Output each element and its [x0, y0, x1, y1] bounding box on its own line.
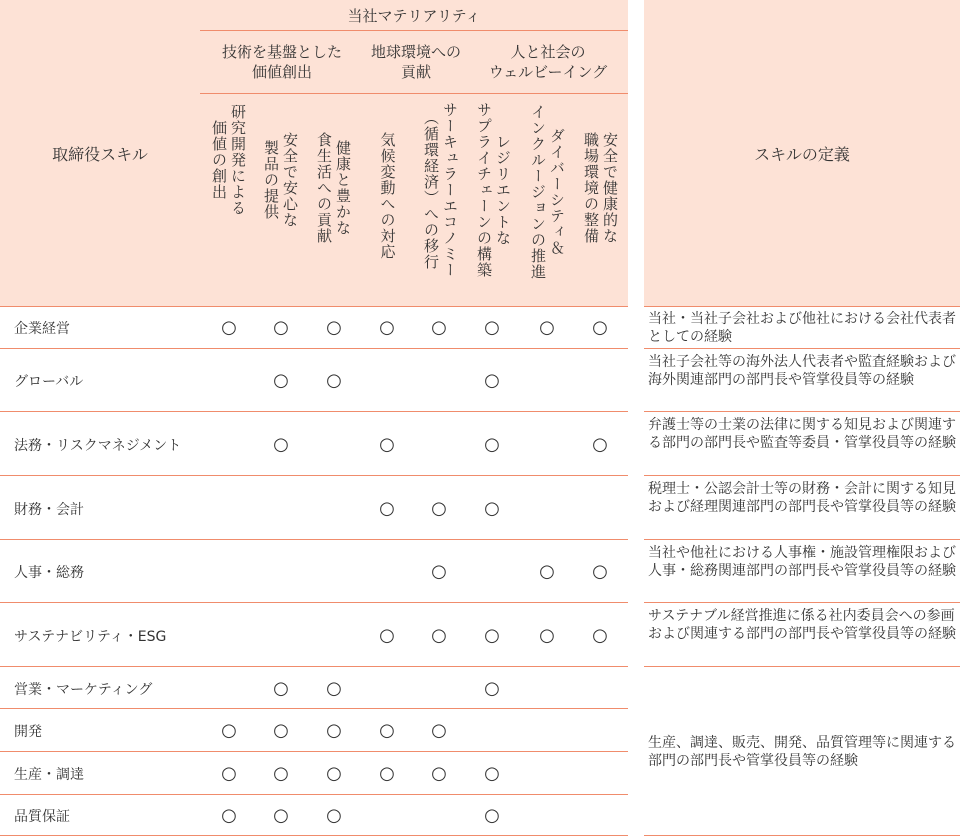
skill-label: 法務・リスクマネジメント	[14, 437, 182, 454]
skill-definition: 当社子会社等の海外法人代表者や監査経験および海外関連部門の部門長や管掌役員等の経験	[648, 354, 956, 388]
group-technology: 技術を基盤とした 価値創出	[221, 43, 342, 81]
col-header-healthy-diet: 健康と豊かな 食生活への貢献	[315, 132, 352, 244]
materiality-mark: ○	[431, 497, 447, 519]
skill-definition: 当社や他社における人事権・施設管理権限および人事・総務関連部門の部門長や管掌役員等の経験	[648, 545, 956, 579]
materiality-mark: ○	[326, 805, 342, 826]
materiality-mark: ○	[592, 561, 608, 582]
col-header-diversity: ダイバーシティ＆ インクルージョンの推進	[529, 104, 566, 280]
materiality-mark: ○	[326, 370, 342, 391]
definition-row-divider	[644, 411, 960, 412]
materiality-mark: ○	[221, 805, 237, 826]
materiality-mark: ○	[484, 805, 500, 826]
definition-row-divider	[644, 602, 960, 603]
materiality-mark: ○	[592, 433, 608, 455]
materiality-mark: ○	[326, 317, 342, 338]
col-header-circular: サーキュラーエコノミー （循環経済）への移行	[422, 102, 459, 278]
row-divider	[0, 411, 628, 412]
materiality-mark: ○	[273, 805, 289, 826]
col-header-rd: 研究開発による 価値の創出	[210, 104, 247, 216]
row-divider	[0, 602, 628, 603]
shared-skill-definition: 生産、調達、販売、開発、品質管理等に関連する部門の部門長や管掌役員等の経験	[648, 734, 956, 769]
materiality-mark: ○	[379, 624, 395, 646]
skill-label: グローバル	[14, 374, 84, 390]
materiality-mark: ○	[379, 497, 395, 519]
skill-label: 生産・調達	[14, 767, 84, 783]
materiality-mark: ○	[379, 433, 395, 455]
skill-definition: サステナブル経営推進に係る社内委員会への参画および関連する部門の部門長や管掌役員等の経験	[648, 608, 956, 642]
row-divider	[0, 708, 628, 709]
materiality-mark: ○	[221, 317, 237, 338]
materiality-mark: ○	[326, 763, 342, 784]
skill-column-header: 取締役スキル	[52, 144, 148, 164]
col-header-workplace: 安全で健康的な 職場環境の整備	[582, 132, 619, 244]
col-header-climate: 気候変動への対応	[378, 132, 397, 260]
materiality-mark: ○	[273, 720, 289, 741]
row-divider	[0, 751, 628, 752]
materiality-mark: ○	[539, 624, 555, 646]
definition-row-divider	[644, 475, 960, 476]
materiality-mark: ○	[431, 317, 447, 338]
materiality-mark: ○	[273, 677, 289, 699]
group-people-society: 人と社会の ウェルビーイング	[488, 43, 608, 81]
materiality-mark: ○	[273, 317, 289, 338]
materiality-mark: ○	[484, 763, 500, 784]
materiality-mark: ○	[379, 763, 395, 784]
definition-column-header: スキルの定義	[754, 144, 850, 164]
col-header-supply-chain: レジリエントな サプライチェーンの構築	[475, 102, 512, 278]
row-divider	[0, 539, 628, 540]
definition-row-divider	[644, 348, 960, 349]
definition-row-divider	[644, 539, 960, 540]
materiality-mark: ○	[484, 317, 500, 338]
materiality-mark: ○	[484, 497, 500, 519]
materiality-title: 当社マテリアリティ	[347, 6, 481, 25]
materiality-mark: ○	[273, 433, 289, 455]
materiality-mark: ○	[484, 677, 500, 699]
skill-label: 営業・マーケティング	[14, 681, 153, 698]
materiality-mark: ○	[431, 720, 447, 741]
materiality-mark: ○	[431, 624, 447, 646]
materiality-mark: ○	[431, 763, 447, 784]
group-environment: 地球環境への 貢献	[370, 43, 461, 81]
materiality-mark: ○	[592, 317, 608, 338]
skill-label: 品質保証	[14, 809, 70, 825]
skill-label: サステナビリティ・ESG	[14, 628, 167, 645]
row-divider	[0, 475, 628, 476]
materiality-mark: ○	[326, 677, 342, 699]
materiality-mark: ○	[484, 370, 500, 391]
skill-label: 企業経営	[14, 321, 70, 337]
skill-definition: 当社・当社子会社および他社における会社代表者としての経験	[648, 311, 956, 345]
materiality-mark: ○	[273, 370, 289, 391]
materiality-mark: ○	[592, 624, 608, 646]
materiality-mark: ○	[379, 317, 395, 338]
materiality-mark: ○	[326, 720, 342, 741]
skill-label: 人事・総務	[14, 565, 84, 581]
materiality-mark: ○	[484, 433, 500, 455]
row-divider	[0, 666, 628, 667]
materiality-mark: ○	[484, 624, 500, 646]
materiality-mark: ○	[221, 720, 237, 741]
skill-label: 財務・会計	[14, 501, 84, 518]
materiality-mark: ○	[221, 763, 237, 784]
materiality-mark: ○	[273, 763, 289, 784]
materiality-mark: ○	[379, 720, 395, 741]
definition-header-bottom-line	[644, 306, 960, 307]
skill-definition: 税理士・公認会計士等の財務・会計に関する知見および経理関連部門の部門長や管掌役員等の経験	[648, 481, 956, 515]
row-divider	[0, 794, 628, 795]
col-header-safe-products: 安全で安心な 製品の提供	[262, 132, 299, 228]
materiality-mark: ○	[539, 317, 555, 338]
row-divider	[0, 348, 628, 349]
materiality-mark: ○	[431, 561, 447, 582]
skill-definition: 弁護士等の士業の法律に関する知見および関連する部門の部門長や監査等委員・管掌役員等の経験	[648, 417, 956, 451]
materiality-mark: ○	[539, 561, 555, 582]
skill-label: 開発	[14, 724, 42, 740]
